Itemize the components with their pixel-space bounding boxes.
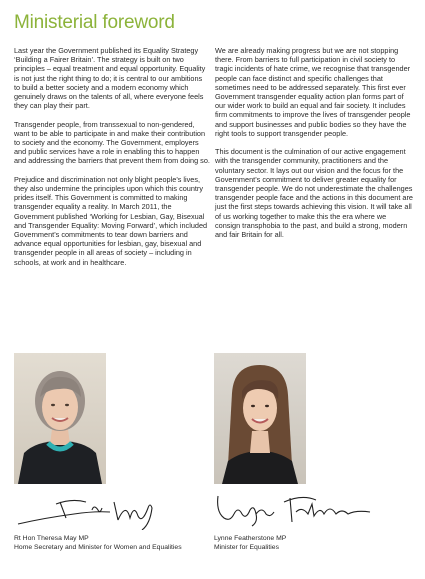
signature-theresa-may <box>14 494 184 530</box>
left-text-column <box>14 46 210 276</box>
minister-role: Home Secretary and Minister for Women and Equalities <box>14 543 182 551</box>
minister-caption-lynne-featherstone <box>214 535 286 552</box>
minister-role: Minister for Equalities <box>214 543 279 551</box>
signature-lynne-featherstone <box>212 492 382 528</box>
minister-name: Rt Hon Theresa May MP <box>14 535 89 542</box>
page-title: Ministerial foreword <box>14 12 175 33</box>
paragraph: This document is the culmination of our active engagement with the transgender community, practitioners and the voluntary sector. It lays out our vision and the focus for the Government’s commitment to deliver greater equality for transgender people. We do not underestimate the challenges transgender people face and the actions in this document are just the first steps towards achieving this vision. It will take all of us working together to make this the era where we consign transphobia to the past, and build a strong, modern and fair Britain for all. <box>215 147 413 240</box>
portrait-photo-lynne-featherstone <box>214 353 306 484</box>
minister-caption-theresa-may <box>14 535 182 552</box>
paragraph: Last year the Government published its Equality Strategy ‘Building a Fairer Britain’. The strategy is built on two principles – equal treatment and equal opportunity. Equality is not just the right thing to do; it is central to our ambitions to build a better society and a modern economy which genuinely draws on the talents of all, where everyone feels they can play their part. <box>14 46 206 111</box>
portrait-photo-theresa-may <box>14 353 106 484</box>
paragraph: We are already making progress but we are not stopping there. From barriers to full participation in civil society to tragic incidents of hate crime, we recognise that transgender people can face distinct and specific challenges that sometimes need to be addressed separately. This first ever Government transgender equality action plan forms part of our wider work to build an equal and fair society. It includes firm commitments to improve the lives of transgender people and support businesses and public bodies so they have the right tools to support transgender people. <box>215 46 411 138</box>
minister-name: Lynne Featherstone MP <box>214 535 287 542</box>
right-text-column <box>215 46 413 248</box>
paragraph: Prejudice and discrimination not only blight people’s lives, they also undermine the principles upon which this country prides itself. This Government is committed to making transgender equality a reality. In March 2011, the Government published ‘Working for Lesbian, Gay, Bisexual and Transgender Equality: Moving Forward’, which included Government’s commitments to tear down barriers and advance equal opportunities for lesbian, gay, bisexual and transgender people in all areas of society – including in schools, at work and in healthcare. <box>14 174 208 267</box>
paragraph: Transgender people, from transsexual to non-gendered, want to be able to participate in and make their contribution to society and the economy. The Government, employers and public services have a role in enabling this to happen and addressing the barriers that prevent them from doing so. <box>14 119 210 166</box>
